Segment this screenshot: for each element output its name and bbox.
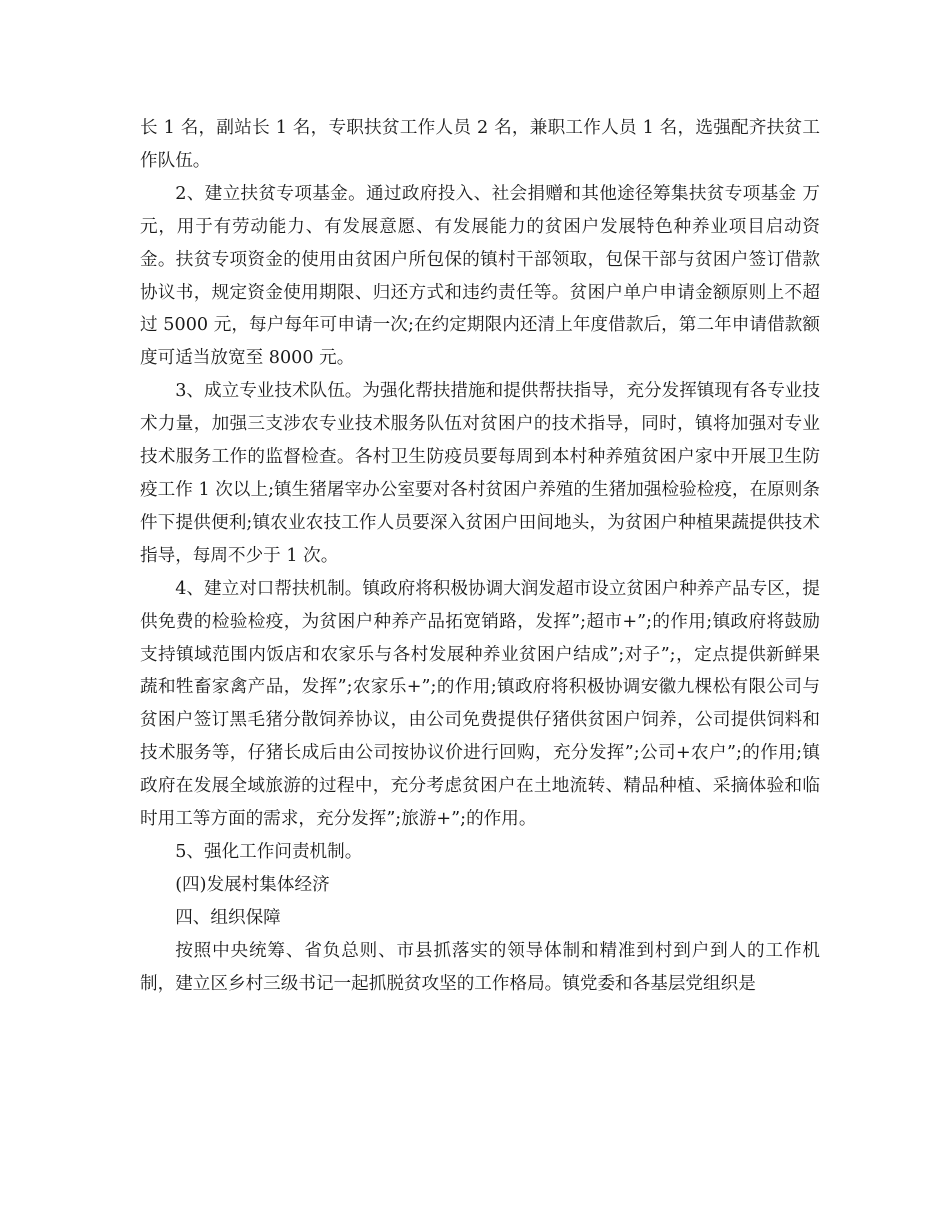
paragraph-organization-body: 按照中央统筹、省负总则、市县抓落实的领导体制和精准到村到户到人的工作机制，建立区乡村三级书记一起抓脱贫攻坚的工作格局。镇党委和各基层党组织是 bbox=[140, 940, 820, 994]
paragraph-item-4: 4、建立对口帮扶机制。镇政府将积极协调大润发超市设立贫困户种养产品专区，提供免费的检验检疫，为贫困户种养产品拓宽销路，发挥”;超市+”;的作用;镇政府将鼓励支持镇域范围内饭店和农家乐与各村发展种养业贫困户结成”;对子”;，定点提供新鲜果蔬和牲畜家禽产品，发挥”;农家乐+”;的作用;镇政府将积极协调安徽九棵松有限公司与贫困户签订黑毛猪分散饲养协议，由公司免费提供仔猪供贫困户饲养，公司提供饲料和技术服务等，仔猪长成后由公司按协议价进行回购，充分发挥”;公司+农户”;的作用;镇政府在发展全域旅游的过程中，充分考虑贫困户在土地流转、精品种植、采摘体验和临时用工等方面的需求，充分发挥”;旅游+”;的作用。 bbox=[140, 578, 820, 830]
paragraph-continuation: 长 1 名，副站长 1 名，专职扶贫工作人员 2 名，兼职工作人员 1 名，选强配齐扶贫工作队伍。 bbox=[140, 118, 820, 171]
paragraph-item-3: 3、成立专业技术队伍。为强化帮扶措施和提供帮扶指导，充分发挥镇现有各专业技术力量，加强三支涉农专业技术服务队伍对贫困户的技术指导，同时，镇将加强对专业技术服务工作的监督检查。各村卫生防疫员要每周到本村种养殖贫困户家中开展卫生防疫工作 1 次以上;镇生猪屠宰办公室要对各村贫困户养殖的生猪加强检验检疫，在原则条件下提供便利;镇农业农技工作人员要深入贫困户田间地头，为贫困户种植果蔬提供技术指导，每周不少于 1 次。 bbox=[140, 381, 820, 566]
paragraph-item-5: 5、强化工作问责机制。 bbox=[175, 841, 363, 862]
paragraph-item-2: 2、建立扶贫专项基金。通过政府投入、社会捐赠和其他途径筹集扶贫专项基金 万元，用于有劳动能力、有发展意愿、有发展能力的贫困户发展特色种养业项目启动资金。扶贫专项资金的使用由贫困户所包保的镇村干部领取，包保干部与贫困户签订借款协议书，规定资金使用期限、归还方式和违约责任等。贫困户单户申请金额原则上不超过 5000 元，每户每年可申请一次;在约定期限内还清上年度借款后，第二年申请借款额度可适当放宽至 8000 元。 bbox=[140, 183, 820, 369]
document-page bbox=[140, 112, 820, 1000]
section-heading-4: (四)发展村集体经济 bbox=[175, 874, 330, 895]
section-heading-organization: 四、组织保障 bbox=[175, 907, 281, 928]
